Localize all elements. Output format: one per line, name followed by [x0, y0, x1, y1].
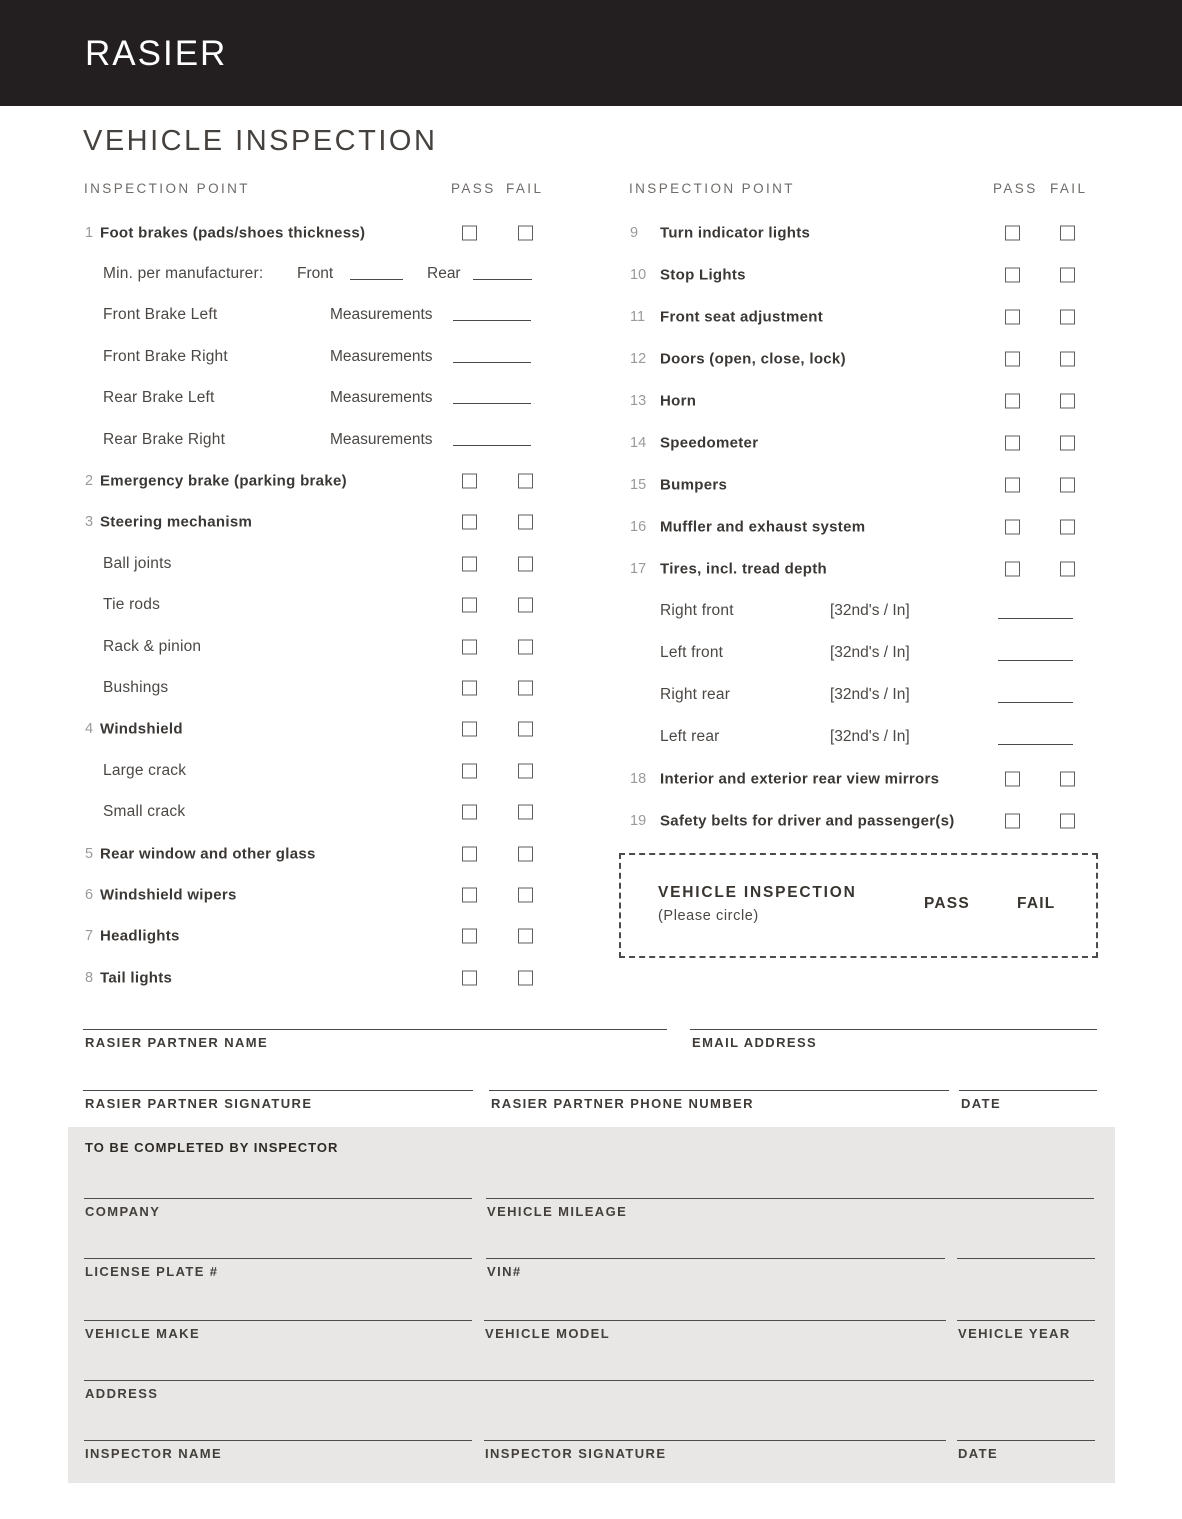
- inspection-item-label: Steering mechanism: [100, 513, 253, 531]
- pass-checkbox[interactable]: [462, 474, 477, 489]
- write-line[interactable]: [998, 660, 1073, 661]
- fail-checkbox[interactable]: [1060, 436, 1075, 451]
- pass-checkbox[interactable]: [1005, 310, 1020, 325]
- item-number: 17: [630, 561, 647, 577]
- summary-subtitle: (Please circle): [658, 908, 759, 924]
- field-label: RASIER PARTNER NAME: [85, 1035, 269, 1050]
- fail-checkbox[interactable]: [518, 556, 533, 571]
- inspection-item-label: Tires, incl. tread depth: [660, 560, 827, 578]
- inspection-item-row: [85, 874, 532, 915]
- inspection-item-row: [85, 916, 532, 957]
- fill-line[interactable]: [957, 1440, 1095, 1441]
- pass-checkbox[interactable]: [1005, 394, 1020, 409]
- field-label: VIN#: [487, 1264, 522, 1279]
- fail-checkbox[interactable]: [518, 970, 533, 985]
- inspection-item-label: Rear window and other glass: [100, 845, 316, 863]
- pass-checkbox[interactable]: [462, 929, 477, 944]
- item-number: 10: [630, 267, 647, 283]
- fail-checkbox[interactable]: [518, 474, 533, 489]
- pass-checkbox[interactable]: [462, 722, 477, 737]
- item-number: 2: [85, 473, 94, 490]
- pass-checkbox[interactable]: [1005, 352, 1020, 367]
- pass-checkbox[interactable]: [462, 639, 477, 654]
- fail-checkbox[interactable]: [1060, 352, 1075, 367]
- unit-label: [32nd's / In]: [830, 728, 910, 745]
- sub-item-label: Rack & pinion: [103, 637, 202, 655]
- sub-item-label: Right rear: [660, 686, 731, 703]
- page-title: VEHICLE INSPECTION: [83, 125, 438, 157]
- item-number: 4: [85, 721, 94, 738]
- inspection-item-row: [630, 800, 1098, 842]
- item-number: 18: [630, 771, 647, 787]
- inspection-item-label: Front seat adjustment: [660, 308, 823, 326]
- pass-checkbox[interactable]: [462, 515, 477, 530]
- sub-item-row: [630, 716, 1098, 758]
- item-number: 16: [630, 519, 647, 535]
- fail-checkbox[interactable]: [518, 225, 533, 240]
- fill-line[interactable]: [486, 1258, 945, 1259]
- fill-line[interactable]: [84, 1320, 472, 1321]
- inspection-column-left: [84, 181, 544, 998]
- fail-checkbox[interactable]: [1060, 478, 1075, 493]
- summary-fail-option[interactable]: FAIL: [1017, 895, 1056, 912]
- field-label: DATE: [961, 1096, 1002, 1111]
- pass-checkbox[interactable]: [1005, 268, 1020, 283]
- inspection-item-label: Bumpers: [660, 476, 728, 494]
- field-label: VEHICLE MODEL: [485, 1326, 611, 1341]
- write-line[interactable]: [473, 279, 532, 280]
- sub-item-label: Min. per manufacturer:: [103, 265, 264, 283]
- inspection-item-row: [630, 464, 1098, 506]
- inspection-item-row: [630, 548, 1098, 590]
- inspection-item-row: [630, 758, 1098, 800]
- pass-checkbox[interactable]: [1005, 562, 1020, 577]
- inspection-point-header: INSPECTION POINT: [629, 181, 795, 196]
- field-label: EMAIL ADDRESS: [692, 1035, 818, 1050]
- sub-item-label: Ball joints: [103, 554, 172, 572]
- inspector-panel: [68, 1127, 1115, 1483]
- item-number: 3: [85, 514, 94, 531]
- item-number: 14: [630, 435, 647, 451]
- field-label: RASIER PARTNER PHONE NUMBER: [491, 1096, 754, 1111]
- inspection-item-row: [85, 709, 532, 750]
- fill-line[interactable]: [489, 1090, 949, 1091]
- inspection-item-row: [630, 296, 1098, 338]
- pass-checkbox[interactable]: [462, 970, 477, 985]
- sub-item-row: [85, 419, 532, 460]
- inspection-rows-right: [630, 212, 1098, 842]
- item-number: 9: [630, 225, 639, 241]
- inspection-item-row: [85, 957, 532, 998]
- pass-checkbox[interactable]: [462, 763, 477, 778]
- fail-checkbox[interactable]: [1060, 562, 1075, 577]
- fail-checkbox[interactable]: [518, 598, 533, 613]
- fill-line[interactable]: [959, 1090, 1097, 1091]
- inspection-item-label: Tail lights: [100, 969, 173, 987]
- pass-checkbox[interactable]: [1005, 436, 1020, 451]
- field-label: LICENSE PLATE #: [85, 1264, 219, 1279]
- pass-checkbox[interactable]: [1005, 226, 1020, 241]
- inspection-item-row: [630, 506, 1098, 548]
- summary-pass-option[interactable]: PASS: [924, 895, 970, 912]
- sub-item-row: [630, 632, 1098, 674]
- measurements-label: Measurements: [330, 389, 433, 407]
- item-number: 13: [630, 393, 647, 409]
- inspection-item-label: Foot brakes (pads/shoes thickness): [100, 224, 366, 242]
- unit-label: [32nd's / In]: [830, 602, 910, 619]
- field-label: DATE: [958, 1446, 999, 1461]
- inspection-item-row: [630, 338, 1098, 380]
- fail-checkbox[interactable]: [518, 722, 533, 737]
- fail-checkbox[interactable]: [1060, 394, 1075, 409]
- column-header: [630, 181, 1098, 212]
- sub-item-label: Large crack: [103, 761, 187, 779]
- pass-header: PASS: [993, 181, 1038, 196]
- sub-item-row: [85, 336, 532, 377]
- write-line[interactable]: [453, 362, 531, 363]
- write-line[interactable]: [998, 702, 1073, 703]
- write-line[interactable]: [453, 445, 531, 446]
- fill-line[interactable]: [484, 1440, 946, 1441]
- pass-header: PASS: [451, 181, 496, 196]
- field-label: COMPANY: [85, 1204, 161, 1219]
- fill-line[interactable]: [84, 1380, 1094, 1381]
- inspection-item-row: [85, 212, 532, 253]
- sub-item-row: [85, 750, 532, 791]
- field-label: RASIER PARTNER SIGNATURE: [85, 1096, 313, 1111]
- inspection-item-label: Headlights: [100, 927, 180, 945]
- sub-item-label: Rear Brake Left: [103, 389, 215, 407]
- fill-line[interactable]: [84, 1258, 472, 1259]
- inspection-point-header: INSPECTION POINT: [84, 181, 250, 196]
- write-line[interactable]: [998, 618, 1073, 619]
- item-number: 8: [85, 969, 94, 986]
- fill-line[interactable]: [957, 1320, 1095, 1321]
- fail-checkbox[interactable]: [518, 887, 533, 902]
- item-number: 7: [85, 928, 94, 945]
- fail-checkbox[interactable]: [1060, 814, 1075, 829]
- brand-logo: RASIER: [85, 34, 228, 73]
- inspector-panel-title: TO BE COMPLETED BY INSPECTOR: [85, 1140, 339, 1155]
- measurements-label: Measurements: [330, 430, 433, 448]
- sub-item-row: [85, 585, 532, 626]
- sub-item-row: [630, 674, 1098, 716]
- field-label: VEHICLE MILEAGE: [487, 1204, 628, 1219]
- column-header: [84, 181, 544, 212]
- sub-item-label: Left front: [660, 644, 724, 661]
- sub-item-label: Front Brake Left: [103, 306, 218, 324]
- pass-checkbox[interactable]: [1005, 772, 1020, 787]
- inspection-item-label: Stop Lights: [660, 266, 746, 284]
- inspection-item-label: Interior and exterior rear view mirrors: [660, 770, 940, 788]
- fill-line[interactable]: [83, 1029, 667, 1030]
- sub-item-label: Small crack: [103, 803, 186, 821]
- sub-item-label: Right front: [660, 602, 734, 619]
- inspection-item-row: [630, 254, 1098, 296]
- inspection-item-row: [85, 460, 532, 501]
- field-label: INSPECTOR NAME: [85, 1446, 223, 1461]
- sub-item-row: [85, 543, 532, 584]
- item-number: 19: [630, 813, 647, 829]
- write-line[interactable]: [453, 403, 531, 404]
- fail-header: FAIL: [506, 181, 544, 196]
- field-label: VEHICLE MAKE: [85, 1326, 201, 1341]
- measurements-label: Measurements: [330, 306, 433, 324]
- inspection-item-row: [85, 833, 532, 874]
- sub-item-label: Front Brake Right: [103, 347, 228, 365]
- sub-item-row: [85, 791, 532, 832]
- field-label: Front: [297, 265, 334, 283]
- inspection-item-label: Safety belts for driver and passenger(s): [660, 812, 955, 830]
- fill-line[interactable]: [957, 1258, 1095, 1259]
- field-label: ADDRESS: [85, 1386, 159, 1401]
- inspection-item-label: Windshield: [100, 720, 183, 738]
- fail-header: FAIL: [1050, 181, 1088, 196]
- item-number: 15: [630, 477, 647, 493]
- fail-checkbox[interactable]: [518, 763, 533, 778]
- pass-checkbox[interactable]: [462, 846, 477, 861]
- sub-item-row: [85, 667, 532, 708]
- unit-label: [32nd's / In]: [830, 644, 910, 661]
- unit-label: [32nd's / In]: [830, 686, 910, 703]
- fail-checkbox[interactable]: [1060, 268, 1075, 283]
- pass-checkbox[interactable]: [1005, 520, 1020, 535]
- header-bar: [0, 0, 1182, 106]
- fail-checkbox[interactable]: [1060, 520, 1075, 535]
- sub-item-row: [85, 626, 532, 667]
- fail-checkbox[interactable]: [518, 846, 533, 861]
- summary-title: VEHICLE INSPECTION: [658, 884, 857, 901]
- item-number: 6: [85, 886, 94, 903]
- fill-line[interactable]: [690, 1029, 1097, 1030]
- sub-item-label: Tie rods: [103, 596, 161, 614]
- item-number: 11: [630, 309, 646, 325]
- write-line[interactable]: [998, 744, 1073, 745]
- fill-line[interactable]: [486, 1198, 1094, 1199]
- fail-checkbox[interactable]: [1060, 226, 1075, 241]
- item-number: 5: [85, 845, 94, 862]
- sub-item-row: [85, 253, 532, 294]
- inspection-item-row: [630, 380, 1098, 422]
- measurements-label: Measurements: [330, 347, 433, 365]
- pass-checkbox[interactable]: [1005, 814, 1020, 829]
- inspection-column-right: [630, 181, 1098, 842]
- fill-line[interactable]: [83, 1090, 473, 1091]
- sub-item-label: Bushings: [103, 678, 169, 696]
- sub-item-label: Rear Brake Right: [103, 430, 226, 448]
- inspection-item-label: Speedometer: [660, 434, 759, 452]
- fill-line[interactable]: [84, 1198, 472, 1199]
- sub-item-label: Left rear: [660, 728, 720, 745]
- fill-line[interactable]: [84, 1440, 472, 1441]
- pass-checkbox[interactable]: [462, 598, 477, 613]
- fail-checkbox[interactable]: [1060, 772, 1075, 787]
- item-number: 1: [85, 224, 94, 241]
- sub-item-row: [85, 378, 532, 419]
- pass-checkbox[interactable]: [462, 680, 477, 695]
- item-number: 12: [630, 351, 647, 367]
- pass-checkbox[interactable]: [462, 556, 477, 571]
- inspection-item-label: Turn indicator lights: [660, 224, 811, 242]
- pass-checkbox[interactable]: [462, 225, 477, 240]
- sub-item-row: [85, 295, 532, 336]
- pass-checkbox[interactable]: [462, 805, 477, 820]
- field-label: VEHICLE YEAR: [958, 1326, 1071, 1341]
- write-line[interactable]: [453, 320, 531, 321]
- pass-checkbox[interactable]: [1005, 478, 1020, 493]
- inspection-rows-left: [85, 212, 532, 998]
- sub-item-row: [630, 590, 1098, 632]
- inspection-item-label: Emergency brake (parking brake): [100, 472, 347, 490]
- inspection-item-label: Horn: [660, 392, 697, 410]
- inspection-item-label: Doors (open, close, lock): [660, 350, 846, 368]
- fail-checkbox[interactable]: [518, 515, 533, 530]
- write-line[interactable]: [350, 279, 403, 280]
- fail-checkbox[interactable]: [518, 805, 533, 820]
- pass-checkbox[interactable]: [462, 887, 477, 902]
- inspection-item-row: [630, 212, 1098, 254]
- fail-checkbox[interactable]: [518, 680, 533, 695]
- inspection-item-row: [85, 502, 532, 543]
- fail-checkbox[interactable]: [518, 929, 533, 944]
- fail-checkbox[interactable]: [518, 639, 533, 654]
- fail-checkbox[interactable]: [1060, 310, 1075, 325]
- inspection-item-label: Muffler and exhaust system: [660, 518, 866, 536]
- inspection-item-label: Windshield wipers: [100, 886, 237, 904]
- field-label: Rear: [427, 265, 461, 283]
- field-label: INSPECTOR SIGNATURE: [485, 1446, 667, 1461]
- inspection-result-box: [619, 853, 1098, 958]
- fill-line[interactable]: [484, 1320, 946, 1321]
- inspection-item-row: [630, 422, 1098, 464]
